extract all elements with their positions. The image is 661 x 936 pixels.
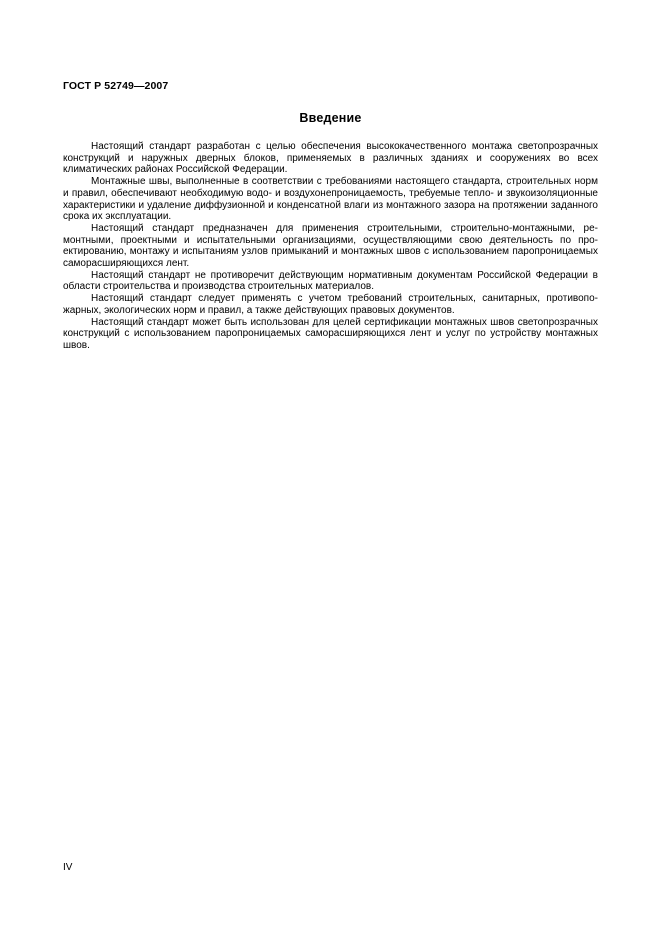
paragraph: Настоящий стандарт предназначен для применения строительными, строительно-монтажными, ремонтными, проектными и испытательными организациями, осуществляющими свою деятельность по проектированию, монтажу и испытаниям узлов примыканий и монтажных швов с использованием паропроницаемых саморасширяющихся лент. xyxy=(63,222,598,270)
paragraph: Настоящий стандарт разработан с целью обеспечения высококачественного монтажа светопрозрачных конструкций и наружных дверных блоков, применяемых в различных зданиях и сооружениях во всех климатических районах Российской Федерации. xyxy=(63,141,598,176)
paragraph: Монтажные швы, выполненные в соответствии с требованиями настоящего стандарта, строительных норм и правил, обеспечивают необходимую водо- и воздухонепроницаемость, требуемые тепло- и звукоизоляционные характеристики и удаление диффузионной и конденсатной влаги из монтажного зазора на протяжении заданного срока их эксплуатации. xyxy=(63,176,598,223)
document-header: ГОСТ Р 52749—2007 xyxy=(63,80,169,92)
page-number: IV xyxy=(63,862,73,873)
section-body xyxy=(63,141,598,352)
paragraph: Настоящий стандарт следует применять с учетом требований строительных, санитарных, противопожарных, экологических норм и правил, а также действующих правовых документов. xyxy=(63,293,598,316)
paragraph: Настоящий стандарт не противоречит действующим нормативным документам Российской Федерации в области строительства и производства строительных материалов. xyxy=(63,269,598,293)
paragraph: Настоящий стандарт может быть использован для целей сертификации монтажных швов светопрозрачных конструкций с использованием паропроницаемых саморасширяющихся лент и услуг по устройству монтажных швов. xyxy=(63,316,598,351)
section-title: Введение xyxy=(299,111,362,125)
